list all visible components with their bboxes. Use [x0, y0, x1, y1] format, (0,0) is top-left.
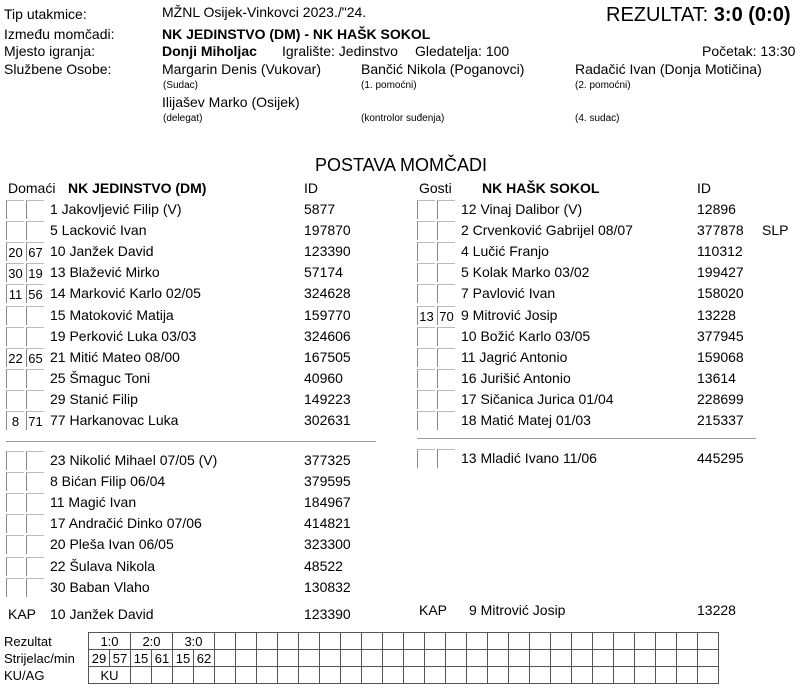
- player-id: 13228: [697, 306, 736, 323]
- score-cell: [677, 633, 698, 650]
- score-cell: [614, 633, 635, 650]
- minute-box: [437, 200, 455, 219]
- player-name: 2 Crvenković Gabrijel 08/07: [461, 222, 633, 239]
- score-cell: [488, 650, 509, 667]
- score-cell: [488, 667, 509, 684]
- score-cell: [698, 650, 719, 667]
- teams-value: NK JEDINSTVO (DM) - NK HAŠK SOKOL: [162, 26, 431, 42]
- score-cell: [446, 667, 467, 684]
- player-id: 197870: [304, 222, 351, 239]
- score-cell: [530, 650, 551, 667]
- minute-box: [437, 449, 455, 468]
- minute-box: [26, 327, 44, 346]
- score-cell: 61: [152, 650, 173, 667]
- score-cell: 1:0: [89, 633, 131, 650]
- score-cell: [593, 667, 614, 684]
- score-cell: [467, 667, 488, 684]
- goal-box: [417, 390, 435, 409]
- score-cell: 3:0: [173, 633, 215, 650]
- score-cell: [551, 650, 572, 667]
- player-id: 324606: [304, 327, 351, 344]
- goal-box: 11: [6, 284, 24, 303]
- score-cell: [635, 633, 656, 650]
- score-cell: [236, 650, 257, 667]
- player-id: 159068: [697, 348, 744, 365]
- player-name: 9 Mitrović Josip: [461, 306, 558, 323]
- goal-box: [417, 242, 435, 261]
- minute-box: [26, 493, 44, 512]
- goal-box: 8: [6, 411, 24, 430]
- score-cell: [530, 633, 551, 650]
- away-captain-id: 13228: [697, 602, 736, 618]
- score-cell: [278, 667, 299, 684]
- player-name: 20 Pleša Ivan 06/05: [50, 536, 174, 553]
- minute-box: [437, 369, 455, 388]
- score-cell: [257, 633, 278, 650]
- official-role: (2. pomoćni): [575, 80, 631, 91]
- minute-box: [26, 472, 44, 491]
- home-side-label: Domaći: [8, 180, 56, 196]
- player-id: 13614: [697, 369, 736, 386]
- score-cell: [404, 650, 425, 667]
- score-cell: [614, 650, 635, 667]
- ku-row: [2, 667, 719, 684]
- official-role: (1. pomoćni): [361, 80, 417, 91]
- score-cell: [677, 650, 698, 667]
- away-id-header: ID: [697, 180, 711, 196]
- score-cell: [635, 667, 656, 684]
- player-id: 167505: [304, 348, 351, 365]
- score-cell: [572, 633, 593, 650]
- minute-box: [437, 221, 455, 240]
- score-cell: [236, 633, 257, 650]
- score-cell: [215, 667, 236, 684]
- minute-box: 19: [26, 263, 44, 282]
- score-cell: [194, 667, 215, 684]
- goal-box: [6, 557, 24, 576]
- player-note: SLP: [762, 222, 789, 239]
- row-label: Rezultat: [4, 633, 52, 649]
- goal-box: [417, 284, 435, 303]
- player-id: 414821: [304, 515, 351, 532]
- away-captain-name: 9 Mitrović Josip: [469, 602, 566, 618]
- player-name: 30 Baban Vlaho: [50, 578, 150, 595]
- teams-label: Između momčadi:: [4, 26, 115, 42]
- goal-box: 13: [417, 306, 435, 325]
- official-name: Ilijašev Marko (Osijek): [162, 94, 300, 110]
- score-cell: [509, 650, 530, 667]
- minute-box: [26, 535, 44, 554]
- player-id: 377325: [304, 452, 351, 468]
- official-role: (Sudac): [163, 80, 199, 91]
- home-divider: [6, 441, 376, 442]
- player-name: 13 Mladić Ivano 11/06: [461, 450, 597, 466]
- player-id: 158020: [697, 285, 744, 302]
- minute-box: [437, 411, 455, 430]
- scorer-row: [2, 650, 719, 667]
- score-cell: [488, 633, 509, 650]
- minute-box: [26, 557, 44, 576]
- match-type-value: MŽNL Osijek-Vinkovci 2023./"24.: [162, 4, 367, 20]
- place-value: Donji Miholjac: [162, 43, 257, 59]
- goal-box: [6, 200, 24, 219]
- score-cell: [698, 633, 719, 650]
- official-role: (delegat): [163, 113, 203, 124]
- score-cell: [383, 633, 404, 650]
- player-name: 22 Šulava Nikola: [50, 557, 156, 574]
- score-cell: [446, 633, 467, 650]
- lineup-title: POSTAVA MOMČADI: [315, 155, 488, 175]
- player-name: 11 Magić Ivan: [50, 494, 137, 511]
- score-cell: [425, 633, 446, 650]
- player-id: 48522: [304, 557, 343, 574]
- goal-box: [417, 449, 435, 468]
- score-cell: [530, 667, 551, 684]
- goal-box: 20: [6, 242, 24, 261]
- row-label: Strijelac/min: [4, 650, 75, 666]
- minute-box: [437, 263, 455, 282]
- place-label: Mjesto igranja:: [4, 43, 96, 59]
- minute-box: [26, 221, 44, 240]
- score-cell: 62: [194, 650, 215, 667]
- player-id: 123390: [304, 243, 351, 260]
- score-cell: [215, 650, 236, 667]
- player-name: 5 Kolak Marko 03/02: [461, 264, 590, 281]
- score-cell: [362, 650, 383, 667]
- minute-box: [437, 242, 455, 261]
- score-cell: [278, 633, 299, 650]
- player-name: 21 Mitić Mateo 08/00: [50, 348, 180, 365]
- player-id: 12896: [697, 201, 736, 217]
- player-id: 199427: [697, 264, 744, 281]
- player-name: 16 Jurišić Antonio: [461, 369, 571, 386]
- score-cell: [215, 633, 236, 650]
- minute-box: [26, 578, 44, 597]
- score-cell: [656, 667, 677, 684]
- goal-box: [6, 578, 24, 597]
- away-side-label: Gosti: [419, 180, 452, 196]
- player-name: 29 Stanić Filip: [50, 390, 138, 407]
- score-cell: [152, 667, 173, 684]
- score-cell: [467, 650, 488, 667]
- minute-box: 67: [26, 242, 44, 261]
- score-cell: [236, 667, 257, 684]
- player-name: 23 Nikolić Mihael 07/05 (V): [50, 452, 218, 468]
- result-label: REZULTAT:: [606, 4, 709, 26]
- player-id: 323300: [304, 536, 351, 553]
- player-name: 4 Lučić Franjo: [461, 243, 549, 260]
- score-cell: 15: [173, 650, 194, 667]
- player-id: 228699: [697, 390, 744, 407]
- minute-box: [26, 390, 44, 409]
- score-cell: [467, 633, 488, 650]
- score-cell: [278, 650, 299, 667]
- goal-box: [417, 327, 435, 346]
- score-cell: [299, 667, 320, 684]
- score-cell: [341, 650, 362, 667]
- official-role: (kontrolor suđenja): [361, 113, 445, 124]
- player-id: 40960: [304, 369, 343, 386]
- score-cell: [404, 667, 425, 684]
- score-cell: [404, 633, 425, 650]
- goal-box: [417, 263, 435, 282]
- minute-box: [437, 327, 455, 346]
- goal-box: [417, 221, 435, 240]
- player-id: 302631: [304, 412, 351, 428]
- home-captain-label: KAP: [8, 606, 37, 622]
- score-cell: [362, 633, 383, 650]
- score-cell: [551, 667, 572, 684]
- goal-box: [417, 200, 435, 219]
- score-cell: [362, 667, 383, 684]
- official-role: (4. sudac): [575, 113, 620, 124]
- home-id-header: ID: [304, 180, 318, 196]
- goal-box: [6, 369, 24, 388]
- minute-box: [26, 369, 44, 388]
- score-cell: KU: [89, 667, 131, 684]
- player-name: 10 Janžek David: [50, 243, 154, 260]
- result-value: 3:0 (0:0): [713, 4, 791, 26]
- player-id: 57174: [304, 264, 343, 281]
- score-cell: [383, 650, 404, 667]
- score-cell: [341, 667, 362, 684]
- score-cell: [593, 650, 614, 667]
- player-name: 15 Matoković Matija: [50, 306, 174, 323]
- score-cell: [509, 667, 530, 684]
- player-name: 10 Božić Karlo 03/05: [461, 327, 591, 344]
- goal-box: 22: [6, 348, 24, 367]
- score-cell: [425, 667, 446, 684]
- score-cell: [131, 667, 152, 684]
- goal-box: [6, 451, 24, 470]
- score-cell: [446, 650, 467, 667]
- player-name: 5 Lacković Ivan: [50, 222, 147, 239]
- score-cell: [572, 667, 593, 684]
- score-cell: 29: [89, 650, 110, 667]
- officials-label: Službene Osobe:: [4, 61, 112, 77]
- player-id: 159770: [304, 306, 351, 323]
- player-name: 8 Bićan Filip 06/04: [50, 473, 166, 490]
- goal-box: [6, 472, 24, 491]
- away-team-name: NK HAŠK SOKOL: [482, 180, 600, 196]
- score-cell: [425, 650, 446, 667]
- home-captain-id: 123390: [304, 606, 351, 622]
- goal-box: [6, 535, 24, 554]
- score-cell: [698, 667, 719, 684]
- goal-box: [417, 348, 435, 367]
- score-cell: [299, 633, 320, 650]
- player-id: 377945: [697, 327, 744, 344]
- goal-box: [417, 369, 435, 388]
- player-id: 377878: [697, 222, 744, 239]
- minute-box: [437, 390, 455, 409]
- player-name: 77 Harkanovac Luka: [50, 412, 179, 428]
- player-name: 11 Jagrić Antonio: [461, 348, 568, 365]
- player-name: 12 Vinaj Dalibor (V): [461, 201, 583, 217]
- score-cell: [509, 633, 530, 650]
- goal-box: 30: [6, 263, 24, 282]
- home-captain-name: 10 Janžek David: [50, 606, 154, 622]
- result-row: [2, 633, 719, 650]
- player-id: 184967: [304, 494, 351, 511]
- goal-box: [417, 411, 435, 430]
- minute-box: [26, 514, 44, 533]
- goal-box: [6, 327, 24, 346]
- minute-box: [437, 348, 455, 367]
- score-table: [2, 632, 719, 684]
- official-name: Bančić Nikola (Poganovci): [361, 61, 525, 77]
- away-divider: [417, 438, 756, 439]
- player-name: 17 Sičanica Jurica 01/04: [461, 390, 614, 407]
- score-cell: [257, 667, 278, 684]
- home-team-name: NK JEDINSTVO (DM): [68, 180, 207, 196]
- score-cell: [593, 633, 614, 650]
- start-time: Početak: 13:30: [702, 43, 796, 59]
- score-cell: 15: [131, 650, 152, 667]
- score-cell: [173, 667, 194, 684]
- score-cell: [572, 650, 593, 667]
- minute-box: 70: [437, 306, 455, 325]
- score-cell: [257, 650, 278, 667]
- field-value: Igralište: Jedinstvo: [282, 43, 398, 59]
- score-cell: [635, 650, 656, 667]
- row-label: KU/AG: [4, 667, 45, 683]
- player-id: 110312: [697, 243, 743, 260]
- player-name: 7 Pavlović Ivan: [461, 285, 556, 302]
- score-cell: [656, 633, 677, 650]
- player-id: 5877: [304, 201, 336, 217]
- score-cell: [320, 650, 341, 667]
- official-name: Margarin Denis (Vukovar): [162, 61, 321, 77]
- away-captain-label: KAP: [419, 602, 448, 618]
- score-cell: [341, 633, 362, 650]
- minute-box: 71: [26, 411, 44, 430]
- score-cell: [320, 633, 341, 650]
- minute-box: [26, 200, 44, 219]
- player-id: 379595: [304, 473, 351, 490]
- goal-box: [6, 221, 24, 240]
- score-cell: [614, 667, 635, 684]
- player-id: 130832: [304, 578, 351, 595]
- score-cell: [299, 650, 320, 667]
- player-id: 324628: [304, 285, 351, 302]
- player-name: 1 Jakovljević Filip (V): [50, 201, 182, 217]
- score-cell: [656, 650, 677, 667]
- goal-box: [6, 493, 24, 512]
- score-cell: 2:0: [131, 633, 173, 650]
- minute-box: 65: [26, 348, 44, 367]
- score-cell: [320, 667, 341, 684]
- player-id: 445295: [697, 450, 744, 466]
- player-name: 13 Blažević Mirko: [50, 264, 160, 281]
- player-name: 14 Marković Karlo 02/05: [50, 285, 201, 302]
- spectators-value: Gledatelja: 100: [415, 43, 510, 59]
- player-name: 19 Perković Luka 03/03: [50, 327, 197, 344]
- player-name: 25 Šmaguc Toni: [50, 369, 151, 386]
- player-id: 215337: [697, 412, 744, 428]
- score-cell: [677, 667, 698, 684]
- goal-box: [6, 514, 24, 533]
- result: [606, 4, 791, 27]
- goal-box: [6, 306, 24, 325]
- player-name: 17 Andračić Dinko 07/06: [50, 515, 202, 532]
- official-name: Radačić Ivan (Donja Motičina): [575, 61, 762, 77]
- match-type-label: Tip utakmice:: [4, 6, 87, 22]
- minute-box: [26, 306, 44, 325]
- goal-box: [6, 390, 24, 409]
- score-cell: [551, 633, 572, 650]
- player-id: 149223: [304, 390, 351, 407]
- minute-box: 56: [26, 284, 44, 303]
- score-cell: 57: [110, 650, 131, 667]
- minute-box: [437, 284, 455, 303]
- score-cell: [383, 667, 404, 684]
- minute-box: [26, 451, 44, 470]
- player-name: 18 Matić Matej 01/03: [461, 412, 591, 428]
